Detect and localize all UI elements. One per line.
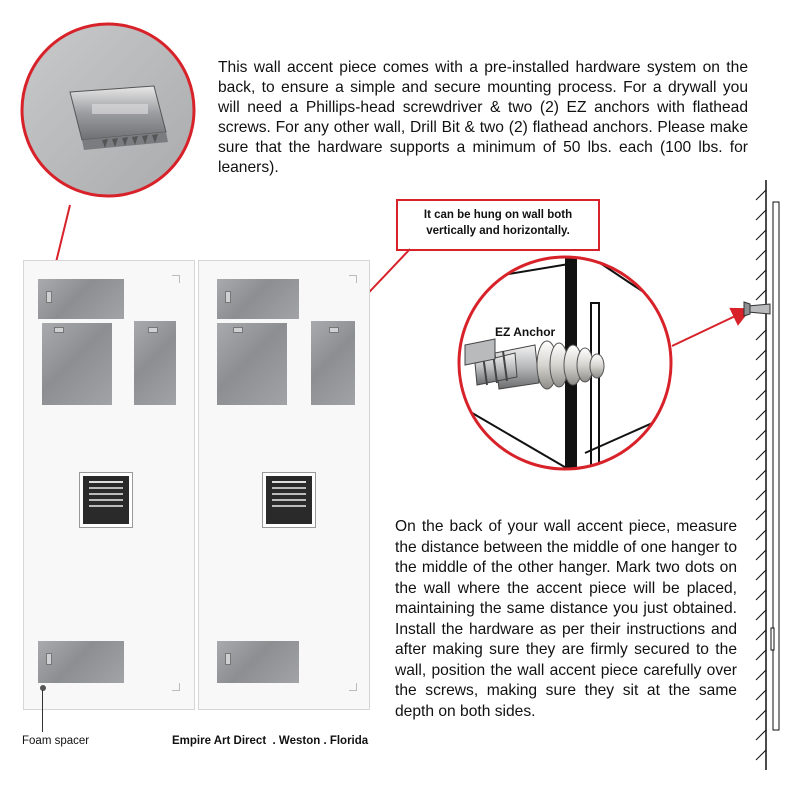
anchor-zoom-circle (455, 253, 675, 473)
foam-spacer-dot (40, 685, 46, 691)
hanger-plate-right (134, 321, 176, 405)
back-panel-right (198, 260, 370, 710)
wall-side-view (740, 180, 790, 770)
l-plate-left (217, 323, 287, 405)
care-label (80, 473, 132, 527)
sawtooth-hanger (225, 291, 231, 303)
ez-anchor-label: EZ Anchor (495, 325, 556, 339)
wall-screw-icon (744, 302, 770, 316)
sawtooth-hanger (46, 653, 52, 665)
sawtooth-hanger (233, 327, 243, 333)
mounting-instructions: On the back of your wall accent piece, measure the distance between the middle of one hanger to the middle of the other hanger. Mark two dots on the wall where the accent piece will be placed, maintaining the same distance you just obtained. Install the hardware as per their instructions and after making sure they are firmly secured to the wall, position the wall accent piece carefully over the screws, making sure they sit at the same depth on both sides. (395, 518, 737, 720)
back-panel-left (23, 260, 195, 710)
foam-spacer-label: Foam spacer (22, 735, 90, 747)
foam-spacer-pointer (42, 690, 43, 732)
sawtooth-hanger (329, 327, 339, 333)
corner-bumper (349, 275, 357, 283)
corner-bumper (349, 683, 357, 691)
intro-instructions: This wall accent piece comes with a pre-installed hardware system on the back, to ensure a simple and secure mounting process. For a drywall you will need a Phillips-head screwdriver & two (2) EZ anchors with flathead screws. For any other wall, Drill Bit & two (2) flathead anchors. Please make sure that the hardware supports a minimum of 50 lbs. each (100 lbs. for leaners). (218, 59, 748, 176)
brand-label: Empire Art Direct . Weston . Florida (172, 735, 369, 747)
corner-bumper (172, 275, 180, 283)
sawtooth-hanger (148, 327, 158, 333)
l-plate-left (42, 323, 112, 405)
orientation-callout: It can be hung on wall both vertically and horizontally. (396, 199, 600, 251)
sawtooth-hanger (46, 291, 52, 303)
corner-bumper (172, 683, 180, 691)
sawtooth-hanger (225, 653, 231, 665)
arrow-anchor-to-wall (672, 310, 748, 346)
sawtooth-hanger (54, 327, 64, 333)
hanger-plate-right (311, 321, 355, 405)
care-label (263, 473, 315, 527)
